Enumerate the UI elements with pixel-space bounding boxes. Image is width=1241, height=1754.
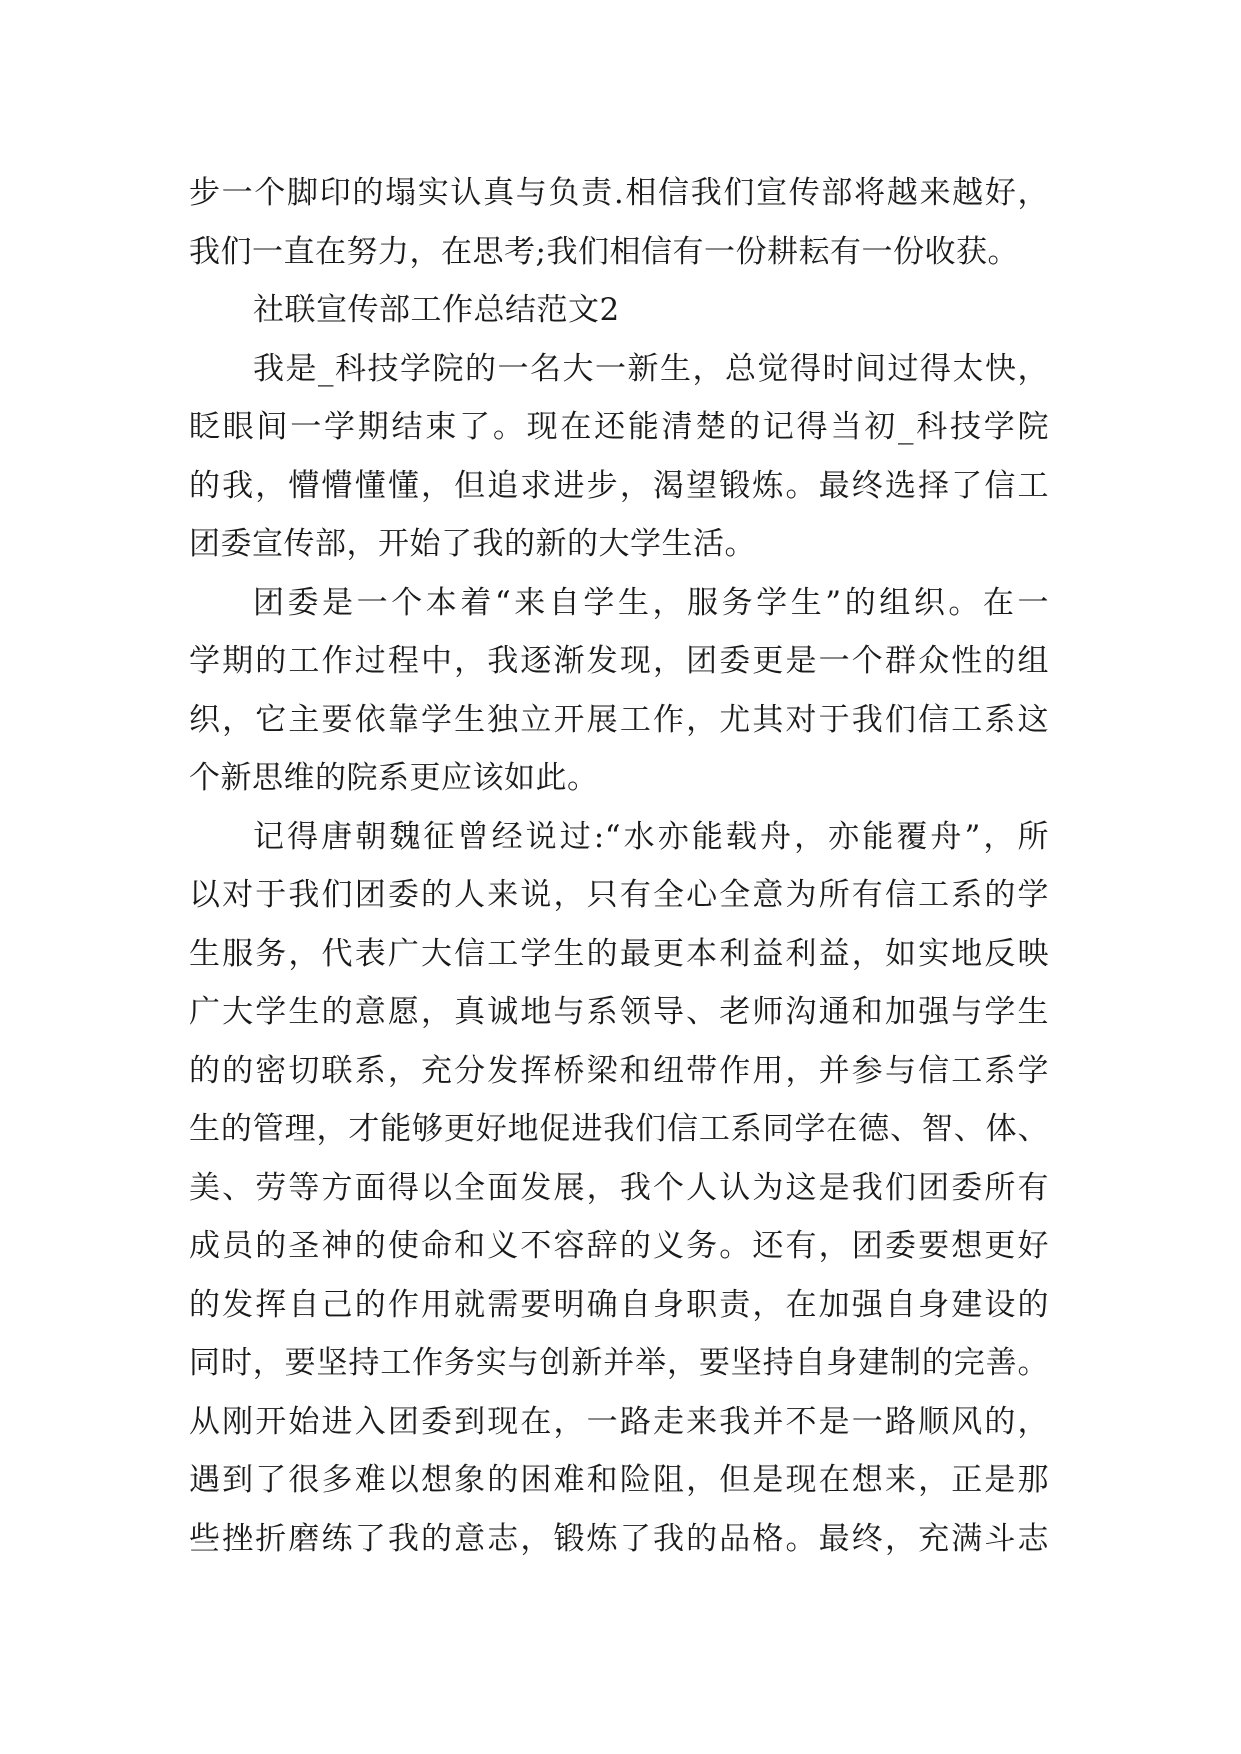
text-line: 从刚开始进入团委到现在，一路走来我并不是一路顺风的， [189,1403,1049,1440]
text-line: 记得唐朝魏征曾经说过:“水亦能载舟，亦能覆舟”，所 [253,818,1049,855]
text-line: 生服务，代表广大信工学生的最更本利益利益，如实地反映 [189,935,1049,972]
text-line: 美、劳等方面得以全面发展，我个人认为这是我们团委所有 [189,1169,1049,1206]
text-line: 遇到了很多难以想象的困难和险阻，但是现在想来，正是那 [189,1462,1049,1498]
text-line: 团委宣传部，开始了我的新的大学生活。 [189,526,756,562]
text-line: 我是_科技学院的一名大一新生，总觉得时间过得太快， [253,350,1049,387]
text-line: 眨眼间一学期结束了。现在还能清楚的记得当初_科技学院 [189,409,1049,445]
section-heading: 社联宣传部工作总结范文2 [253,292,620,328]
text-line: 我们一直在努力，在思考;我们相信有一份耕耘有一份收获。 [189,233,1019,270]
text-line: 的的密切联系，充分发挥桥梁和纽带作用，并参与信工系学 [189,1052,1049,1089]
text-line: 步一个脚印的塌实认真与负责.相信我们宣传部将越来越好， [189,175,1049,211]
text-line: 的我，懵懵懂懂，但追求进步，渴望锻炼。最终选择了信工 [189,467,1049,504]
text-line: 织，它主要依靠学生独立开展工作，尤其对于我们信工系这 [189,701,1049,738]
text-line: 些挫折磨练了我的意志，锻炼了我的品格。最终，充满斗志 [189,1520,1049,1557]
text-line: 个新思维的院系更应该如此。 [189,760,599,796]
text-line: 团委是一个本着“来自学生，服务学生”的组织。在一 [253,584,1049,621]
text-line: 的发挥自己的作用就需要明确自身职责，在加强自身建设的 [189,1286,1049,1323]
text-line: 以对于我们团委的人来说，只有全心全意为所有信工系的学 [189,877,1049,913]
text-line: 学期的工作过程中，我逐渐发现，团委更是一个群众性的组 [189,643,1049,679]
text-line: 广大学生的意愿，真诚地与系领导、老师沟通和加强与学生 [189,994,1049,1030]
text-line: 同时，要坚持工作务实与创新并举，要坚持自身建制的完善。 [189,1345,1049,1381]
text-line: 成员的圣神的使命和义不容辞的义务。还有，团委要想更好 [189,1228,1049,1264]
text-line: 生的管理，才能够更好地促进我们信工系同学在德、智、体、 [189,1111,1049,1147]
body-text [189,164,1049,1568]
